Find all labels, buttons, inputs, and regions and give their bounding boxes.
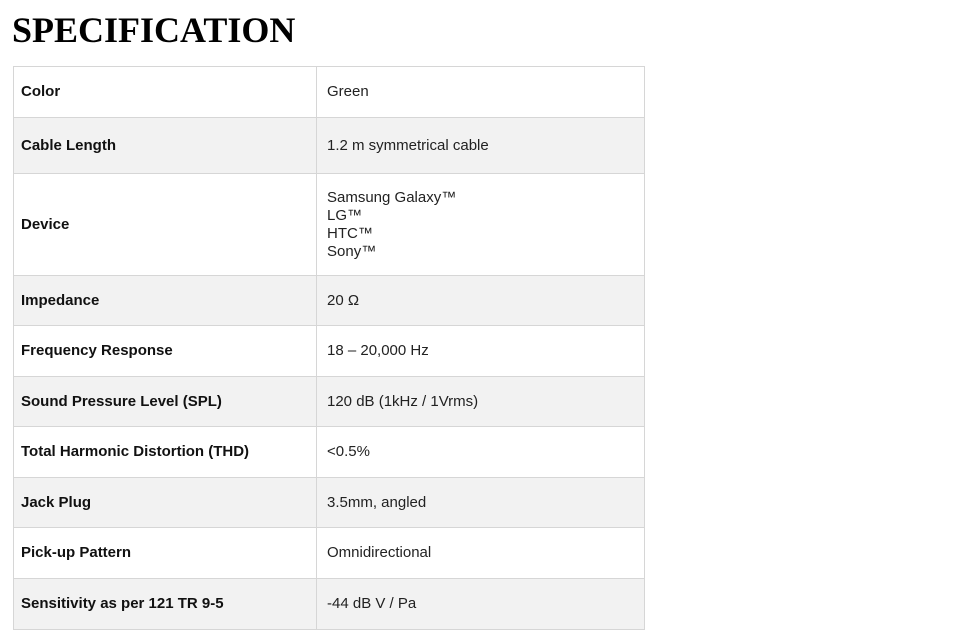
spec-row-pickup-pattern — [14, 528, 645, 579]
device-item: Samsung Galaxy™ — [327, 188, 457, 206]
spec-value: <0.5% — [317, 427, 645, 478]
device-item: HTC™ — [327, 224, 373, 242]
spec-row-sensitivity — [14, 579, 645, 630]
spec-key: Jack Plug — [14, 478, 317, 528]
spec-key: Cable Length — [14, 118, 317, 174]
spec-value: 20 Ω — [317, 276, 645, 326]
page-title: SPECIFICATION — [12, 10, 296, 50]
spec-row-spl — [14, 377, 645, 427]
spec-key: Device — [14, 174, 317, 276]
device-item: LG™ — [327, 206, 363, 224]
specification-table — [13, 66, 645, 630]
spec-key: Color — [14, 67, 317, 118]
spec-key: Sensitivity as per 121 TR 9-5 — [14, 579, 317, 630]
spec-row-jack-plug — [14, 478, 645, 528]
spec-key: Frequency Response — [14, 326, 317, 377]
spec-value: Green — [317, 67, 645, 118]
spec-value: Omnidirectional — [317, 528, 645, 579]
spec-value: 1.2 m symmetrical cable — [317, 118, 645, 174]
spec-row-device — [14, 174, 645, 276]
spec-row-impedance — [14, 276, 645, 326]
spec-value: 120 dB (1kHz / 1Vrms) — [317, 377, 645, 427]
spec-key: Pick-up Pattern — [14, 528, 317, 579]
spec-value: 18 – 20,000 Hz — [317, 326, 645, 377]
device-item: Sony™ — [327, 242, 377, 260]
spec-value — [317, 174, 645, 276]
spec-row-cable-length — [14, 118, 645, 174]
spec-value: 3.5mm, angled — [317, 478, 645, 528]
spec-key: Impedance — [14, 276, 317, 326]
spec-row-frequency-response — [14, 326, 645, 377]
spec-row-color — [14, 67, 645, 118]
spec-key: Sound Pressure Level (SPL) — [14, 377, 317, 427]
spec-key: Total Harmonic Distortion (THD) — [14, 427, 317, 478]
spec-row-thd — [14, 427, 645, 478]
spec-value: -44 dB V / Pa — [317, 579, 645, 630]
